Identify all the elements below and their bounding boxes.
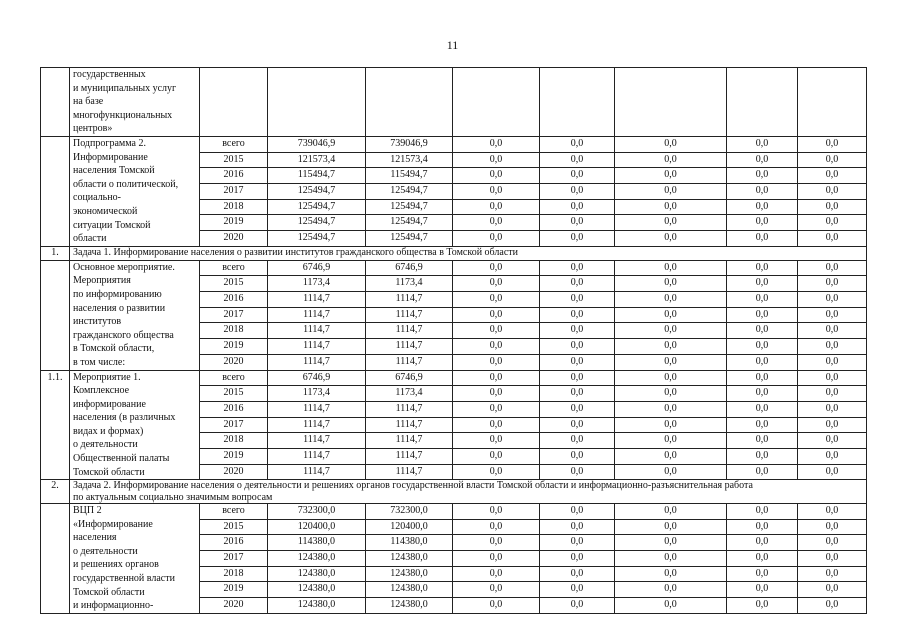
value-cell: 0,0 [727,339,798,355]
value-cell: 0,0 [453,566,540,582]
year-cell: 2018 [200,433,268,449]
value-cell: 0,0 [798,184,867,200]
year-cell: 2020 [200,354,268,370]
budget-table [40,67,867,614]
value-cell: 0,0 [453,417,540,433]
value-cell: 125494,7 [366,184,453,200]
value-cell: 0,0 [615,370,727,386]
value-cell: 0,0 [540,598,615,614]
value-cell: 0,0 [453,168,540,184]
value-cell: 125494,7 [268,231,366,247]
value-cell: 0,0 [540,231,615,247]
value-cell: 0,0 [453,354,540,370]
value-cell: 0,0 [727,535,798,551]
year-cell: 2019 [200,448,268,464]
value-cell: 1114,7 [268,401,366,417]
value-cell: 0,0 [453,152,540,168]
value-cell: 0,0 [798,401,867,417]
year-cell: 2015 [200,276,268,292]
value-cell: 121573,4 [268,152,366,168]
row-index [41,137,70,247]
value-cell: 0,0 [540,168,615,184]
value-cell: 0,0 [798,535,867,551]
year-cell: 2015 [200,386,268,402]
value-cell: 0,0 [798,339,867,355]
name-line: населения [73,532,117,544]
value-cell: 1114,7 [268,354,366,370]
year-cell: 2018 [200,199,268,215]
name-line: социально- [73,192,121,204]
value-cell: 124380,0 [268,582,366,598]
value-cell: 125494,7 [268,199,366,215]
name-line: и информационно- [73,600,154,612]
name-line: Томской области [73,466,145,478]
year-cell: 2017 [200,417,268,433]
task-title-row [41,246,867,260]
value-cell: 1173,4 [268,276,366,292]
value-cell: 0,0 [615,504,727,520]
name-line: области о политической, [73,178,179,190]
value-cell: 0,0 [727,354,798,370]
name-line: области [73,233,107,245]
value-cell: 0,0 [727,370,798,386]
value-cell: 0,0 [540,551,615,567]
value-cell: 0,0 [727,323,798,339]
page-number: 11 [446,38,459,52]
name-line: ситуации Томской [73,219,151,231]
value-cell: 732300,0 [268,504,366,520]
value-cell: 0,0 [540,504,615,520]
task-title-row [41,480,867,504]
value-cell: 1114,7 [366,433,453,449]
empty-cell [727,68,798,137]
year-cell: 2015 [200,152,268,168]
value-cell: 0,0 [727,598,798,614]
value-cell: 0,0 [540,370,615,386]
value-cell: 0,0 [798,152,867,168]
value-cell: 0,0 [615,354,727,370]
value-cell: 121573,4 [366,152,453,168]
value-cell: 125494,7 [366,231,453,247]
name-line: о деятельности [73,545,138,557]
name-line: населения о развитии [73,302,166,314]
name-line: экономической [73,205,138,217]
value-cell: 0,0 [798,448,867,464]
value-cell: 0,0 [615,168,727,184]
value-cell: 0,0 [540,199,615,215]
name-line: многофункциональных [73,109,173,121]
value-cell: 0,0 [540,464,615,480]
value-cell: 0,0 [453,370,540,386]
value-cell: 0,0 [540,535,615,551]
value-cell: 0,0 [798,417,867,433]
value-cell: 1114,7 [268,339,366,355]
value-cell: 0,0 [615,260,727,276]
value-cell: 114380,0 [366,535,453,551]
value-cell: 6746,9 [366,370,453,386]
name-line: Комплексное [73,385,130,397]
value-cell: 124380,0 [268,598,366,614]
value-cell: 0,0 [615,448,727,464]
value-cell: 0,0 [453,535,540,551]
value-cell: 114380,0 [268,535,366,551]
value-cell: 0,0 [615,137,727,153]
empty-cell [268,68,366,137]
row-index [41,260,70,370]
value-cell: 0,0 [798,386,867,402]
value-cell: 0,0 [615,433,727,449]
year-cell: 2019 [200,582,268,598]
value-cell: 0,0 [453,433,540,449]
value-cell: 120400,0 [268,519,366,535]
value-cell: 0,0 [453,448,540,464]
value-cell: 0,0 [540,566,615,582]
value-cell: 1114,7 [366,464,453,480]
value-cell: 124380,0 [268,566,366,582]
value-cell: 0,0 [615,566,727,582]
value-cell: 125494,7 [268,215,366,231]
empty-cell [366,68,453,137]
value-cell: 0,0 [727,551,798,567]
value-cell: 0,0 [540,184,615,200]
year-cell: 2017 [200,551,268,567]
value-cell: 0,0 [727,448,798,464]
value-cell: 0,0 [727,566,798,582]
value-cell: 0,0 [727,292,798,308]
value-cell: 0,0 [540,260,615,276]
value-cell: 0,0 [727,417,798,433]
value-cell: 0,0 [727,401,798,417]
year-cell: всего [200,370,268,386]
value-cell: 0,0 [727,199,798,215]
value-cell: 1114,7 [268,464,366,480]
value-cell: 124380,0 [366,598,453,614]
task-title-line: Задача 2. Информирование населения о деятельности и решениях органов государственной власти Томской области и информационно-разъяснительная работа [73,480,753,492]
value-cell: 0,0 [615,464,727,480]
value-cell: 0,0 [615,292,727,308]
year-cell: 2019 [200,339,268,355]
task-title [70,246,867,260]
value-cell: 1114,7 [268,433,366,449]
value-cell: 0,0 [453,386,540,402]
value-cell: 1114,7 [366,417,453,433]
value-cell: 1173,4 [268,386,366,402]
row-name [70,137,200,247]
value-cell: 0,0 [798,582,867,598]
empty-cell [798,68,867,137]
value-cell: 0,0 [540,433,615,449]
value-cell: 1114,7 [366,354,453,370]
value-cell: 0,0 [453,582,540,598]
year-cell: 2017 [200,184,268,200]
task-index: 2. [41,480,70,504]
value-cell: 1114,7 [366,448,453,464]
value-cell: 0,0 [540,215,615,231]
value-cell: 0,0 [727,519,798,535]
row-index [41,504,70,614]
value-cell: 0,0 [615,598,727,614]
value-cell: 0,0 [727,504,798,520]
row-name [70,370,200,480]
value-cell: 0,0 [798,307,867,323]
row-name [70,260,200,370]
name-line: на базе [73,96,104,108]
name-line: и решениях органов [73,559,159,571]
value-cell: 0,0 [615,582,727,598]
value-cell: 0,0 [798,370,867,386]
name-line: Томской области [73,586,145,598]
value-cell: 1114,7 [366,292,453,308]
value-cell: 124380,0 [268,551,366,567]
year-cell: 2016 [200,168,268,184]
value-cell: 0,0 [540,354,615,370]
value-cell: 0,0 [540,323,615,339]
value-cell: 125494,7 [366,199,453,215]
value-cell: 0,0 [798,292,867,308]
value-cell: 124380,0 [366,551,453,567]
task-title-line: Задача 1. Информирование населения о развитии институтов гражданского общества в Томской области [73,246,518,258]
row-name [70,68,200,137]
table-row [41,504,867,520]
value-cell: 6746,9 [268,260,366,276]
value-cell: 0,0 [727,260,798,276]
name-line: населения Томской [73,165,155,177]
value-cell: 0,0 [798,231,867,247]
value-cell: 1114,7 [268,307,366,323]
value-cell: 0,0 [727,276,798,292]
value-cell: 125494,7 [366,215,453,231]
name-line: центров» [73,123,113,135]
value-cell: 0,0 [615,401,727,417]
value-cell: 0,0 [615,339,727,355]
year-cell: 2020 [200,231,268,247]
value-cell: 124380,0 [366,582,453,598]
value-cell: 739046,9 [268,137,366,153]
year-cell: всего [200,260,268,276]
value-cell: 0,0 [453,307,540,323]
value-cell: 0,0 [798,566,867,582]
value-cell: 0,0 [798,260,867,276]
value-cell: 0,0 [615,215,727,231]
table-row [41,68,867,137]
value-cell: 0,0 [453,199,540,215]
value-cell: 0,0 [727,582,798,598]
value-cell: 0,0 [798,276,867,292]
value-cell: 1114,7 [366,401,453,417]
value-cell: 0,0 [798,354,867,370]
value-cell: 0,0 [540,582,615,598]
value-cell: 0,0 [453,401,540,417]
value-cell: 0,0 [540,276,615,292]
value-cell: 739046,9 [366,137,453,153]
value-cell: 0,0 [727,386,798,402]
year-cell: 2020 [200,464,268,480]
value-cell: 1114,7 [268,448,366,464]
table-row [41,260,867,276]
value-cell: 0,0 [798,504,867,520]
value-cell: 0,0 [453,504,540,520]
empty-cell [200,68,268,137]
year-cell: 2020 [200,598,268,614]
value-cell: 0,0 [453,519,540,535]
row-index: 1.1. [41,370,70,480]
value-cell: 1114,7 [366,307,453,323]
value-cell: 0,0 [798,598,867,614]
value-cell: 0,0 [727,152,798,168]
value-cell: 115494,7 [366,168,453,184]
value-cell: 0,0 [453,292,540,308]
value-cell: 0,0 [453,323,540,339]
value-cell: 0,0 [727,433,798,449]
row-index [41,68,70,137]
value-cell: 0,0 [727,215,798,231]
value-cell: 0,0 [540,307,615,323]
task-index: 1. [41,246,70,260]
value-cell: 1173,4 [366,386,453,402]
value-cell: 115494,7 [268,168,366,184]
name-line: в Томской области, [73,343,155,355]
value-cell: 0,0 [727,168,798,184]
task-title-line: по актуальным социально значимым вопросам [73,491,273,503]
value-cell: 0,0 [727,231,798,247]
name-line: государственной власти [73,573,175,585]
table-body [41,68,867,614]
row-name [70,504,200,614]
name-line: Информирование [73,151,148,163]
value-cell: 0,0 [798,433,867,449]
name-line: институтов [73,316,122,328]
name-line: «Информирование [73,518,153,530]
value-cell: 0,0 [615,307,727,323]
value-cell: 0,0 [615,519,727,535]
name-line: Подпрограмма 2. [73,138,146,149]
value-cell: 0,0 [540,417,615,433]
name-line: Общественной палаты [73,453,170,465]
value-cell: 6746,9 [268,370,366,386]
year-cell: всего [200,137,268,153]
value-cell: 1114,7 [366,323,453,339]
value-cell: 0,0 [540,152,615,168]
year-cell: 2017 [200,307,268,323]
value-cell: 0,0 [798,168,867,184]
value-cell: 0,0 [615,152,727,168]
name-line: населения (в различных [73,412,176,424]
value-cell: 125494,7 [268,184,366,200]
value-cell: 0,0 [615,231,727,247]
value-cell: 0,0 [453,231,540,247]
value-cell: 120400,0 [366,519,453,535]
value-cell: 0,0 [615,199,727,215]
value-cell: 0,0 [798,199,867,215]
value-cell: 0,0 [540,339,615,355]
name-line: видах и формах) [73,425,144,437]
value-cell: 0,0 [798,551,867,567]
value-cell: 0,0 [615,551,727,567]
value-cell: 1114,7 [268,417,366,433]
name-line: Мероприятия [73,275,131,287]
year-cell: всего [200,504,268,520]
value-cell: 0,0 [453,276,540,292]
value-cell: 0,0 [453,260,540,276]
year-cell: 2016 [200,535,268,551]
value-cell: 0,0 [540,386,615,402]
name-line: и муниципальных услуг [73,82,177,94]
value-cell: 0,0 [453,137,540,153]
value-cell: 1114,7 [268,323,366,339]
value-cell: 732300,0 [366,504,453,520]
value-cell: 0,0 [453,598,540,614]
value-cell: 0,0 [540,448,615,464]
year-cell: 2019 [200,215,268,231]
value-cell: 0,0 [727,464,798,480]
empty-cell [540,68,615,137]
value-cell: 0,0 [798,464,867,480]
value-cell: 0,0 [727,137,798,153]
value-cell: 0,0 [727,184,798,200]
name-line: Основное мероприятие. [73,261,175,273]
year-cell: 2018 [200,566,268,582]
value-cell: 0,0 [615,535,727,551]
value-cell: 1114,7 [366,339,453,355]
name-line: Мероприятие 1. [73,371,141,383]
table-row [41,137,867,153]
value-cell: 1114,7 [268,292,366,308]
value-cell: 0,0 [540,519,615,535]
value-cell: 0,0 [615,323,727,339]
name-line: государственных [73,69,146,80]
name-line: ВЦП 2 [73,505,102,517]
value-cell: 1173,4 [366,276,453,292]
name-line: в том числе: [73,356,126,368]
value-cell: 0,0 [453,464,540,480]
name-line: о деятельности [73,439,138,451]
value-cell: 0,0 [798,137,867,153]
year-cell: 2016 [200,401,268,417]
value-cell: 0,0 [540,292,615,308]
value-cell: 0,0 [453,339,540,355]
table-row [41,370,867,386]
value-cell: 0,0 [798,519,867,535]
name-line: информирование [73,398,146,410]
name-line: по информированию [73,288,162,300]
value-cell: 0,0 [540,137,615,153]
value-cell: 0,0 [798,215,867,231]
value-cell: 0,0 [615,184,727,200]
value-cell: 0,0 [615,417,727,433]
value-cell: 124380,0 [366,566,453,582]
value-cell: 0,0 [540,401,615,417]
value-cell: 0,0 [615,276,727,292]
year-cell: 2016 [200,292,268,308]
empty-cell [615,68,727,137]
value-cell: 6746,9 [366,260,453,276]
value-cell: 0,0 [798,323,867,339]
task-title [70,480,867,504]
year-cell: 2018 [200,323,268,339]
value-cell: 0,0 [453,215,540,231]
name-line: гражданского общества [73,329,174,341]
value-cell: 0,0 [453,551,540,567]
value-cell: 0,0 [727,307,798,323]
year-cell: 2015 [200,519,268,535]
value-cell: 0,0 [453,184,540,200]
value-cell: 0,0 [615,386,727,402]
empty-cell [453,68,540,137]
